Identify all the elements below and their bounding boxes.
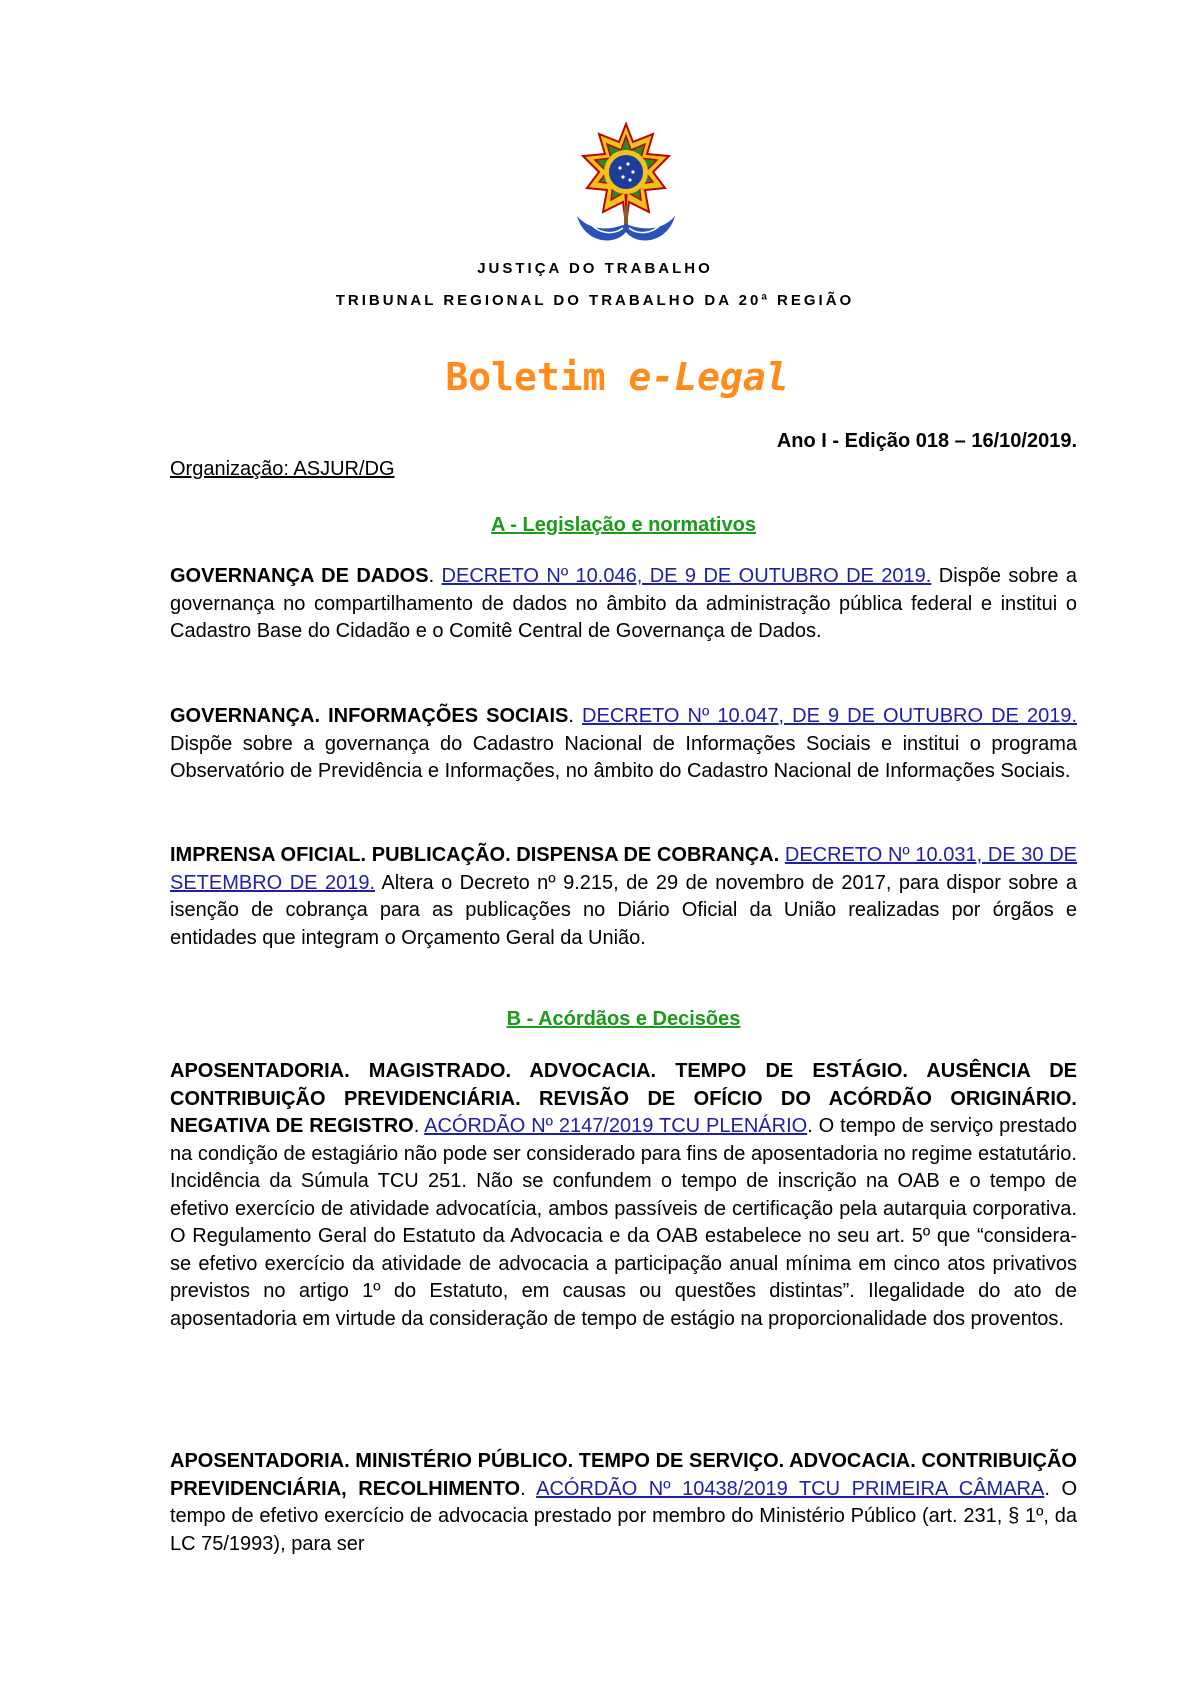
header-tribunal: TRIBUNAL REGIONAL DO TRABALHO DA 20ª REGIÃO: [335, 292, 855, 309]
entry-governanca-dados: [170, 563, 1077, 646]
entry-heading: IMPRENSA OFICIAL. PUBLICAÇÃO. DISPENSA DE COBRANÇA.: [170, 844, 780, 866]
entry-imprensa-oficial: [170, 842, 1077, 952]
organization-line: Organização: ASJUR/DG: [170, 458, 395, 480]
entry-heading: APOSENTADORIA. MAGISTRADO. ADVOCACIA. TEMPO DE ESTÁGIO. AUSÊNCIA DE CONTRIBUIÇÃO PREVIDENCIÁRIA. REVISÃO DE OFÍCIO DO ACÓRDÃO ORIGINÁRIO. NEGATIVA DE REGISTRO: [170, 1060, 1077, 1137]
entry-text: . O tempo de efetivo exercício de advocacia prestado por membro do Ministério Público (art. 231, § 1º, da LC 75/1993), para ser: [170, 1477, 1077, 1555]
entry-link-decreto-10047[interactable]: DECRETO Nº 10.047, DE 9 DE OUTUBRO DE 2019.: [582, 705, 1078, 727]
entry-heading: GOVERNANÇA DE DADOS: [170, 565, 429, 587]
entry-link-acordao-10438[interactable]: ACÓRDÃO Nº 10438/2019 TCU PRIMEIRA CÂMARA: [536, 1477, 1045, 1500]
bulletin-title-main: Boletim: [445, 355, 629, 399]
entry-aposentadoria-ministerio: [170, 1448, 1077, 1558]
edition-line: Ano I - Edição 018 – 16/10/2019.: [776, 430, 1077, 452]
entry-separator: .: [520, 1477, 537, 1500]
entry-link-decreto-10031[interactable]: DECRETO Nº 10.031, DE 30 DE SETEMBRO DE 2019.: [170, 844, 1078, 894]
entry-aposentadoria-magistrado: [170, 1058, 1077, 1333]
entry-governanca-informacoes: [170, 703, 1077, 786]
section-heading-a: A - Legislação e normativos: [491, 514, 756, 536]
entry-heading: APOSENTADORIA. MINISTÉRIO PÚBLICO. TEMPO DE SERVIÇO. ADVOCACIA. CONTRIBUIÇÃO PREVIDENCIÁRIA, RECOLHIMENTO: [170, 1450, 1077, 1500]
section-heading-b: B - Acórdãos e Decisões: [506, 1008, 741, 1030]
coat-of-arms-emblem: [565, 120, 687, 250]
bulletin-title: [0, 355, 1190, 399]
entry-separator: .: [413, 1115, 425, 1137]
entry-text: Dispõe sobre a governança no compartilhamento de dados no âmbito da administração pública federal e institui o Cadastro Base do Cidadão e o Comitê Central de Governança de Dados.: [170, 565, 1077, 642]
entry-link-acordao-2147[interactable]: ACÓRDÃO Nº 2147/2019 TCU PLENÁRIO: [424, 1115, 808, 1137]
bulletin-title-italic: e-Legal: [628, 355, 789, 399]
entry-heading: GOVERNANÇA. INFORMAÇÕES SOCIAIS: [170, 705, 569, 727]
header-justica: JUSTIÇA DO TRABALHO: [477, 260, 713, 277]
entry-text: . O tempo de serviço prestado na condição de estagiário não pode ser considerado para fins de aposentadoria no regime estatutário. Incidência da Súmula TCU 251. Não se confundem o tempo de inscrição na OAB e o tempo de efetivo exercício de atividade advocatícia, ambos passíveis de certificação pela autarquia corporativa. O Regulamento Geral do Estatuto da Advocacia e da OAB estabelece no seu art. 5º que “considera-se efetivo exercício da atividade de advocacia a participação anual mínima em cinco atos privativos previstos no artigo 1º do Estatuto, em causas ou questões distintas”. Ilegalidade do ato de aposentadoria em virtude da consideração de tempo de estágio na proporcionalidade dos proventos.: [170, 1115, 1077, 1330]
entry-link-decreto-10046[interactable]: DECRETO Nº 10.046, DE 9 DE OUTUBRO DE 2019.: [441, 565, 932, 587]
entry-text: Dispõe sobre a governança do Cadastro Nacional de Informações Sociais e institui o programa Observatório de Previdência e Informações, no âmbito do Cadastro Nacional de Informações Sociais.: [170, 732, 1077, 782]
entry-separator: .: [568, 705, 583, 727]
entry-separator: .: [428, 565, 442, 587]
entry-text: Altera o Decreto nº 9.215, de 29 de novembro de 2017, para dispor sobre a isenção de cobrança para as publicações no Diário Oficial da União realizadas por órgãos e entidades que integram o Orçamento Geral da União.: [170, 871, 1077, 949]
